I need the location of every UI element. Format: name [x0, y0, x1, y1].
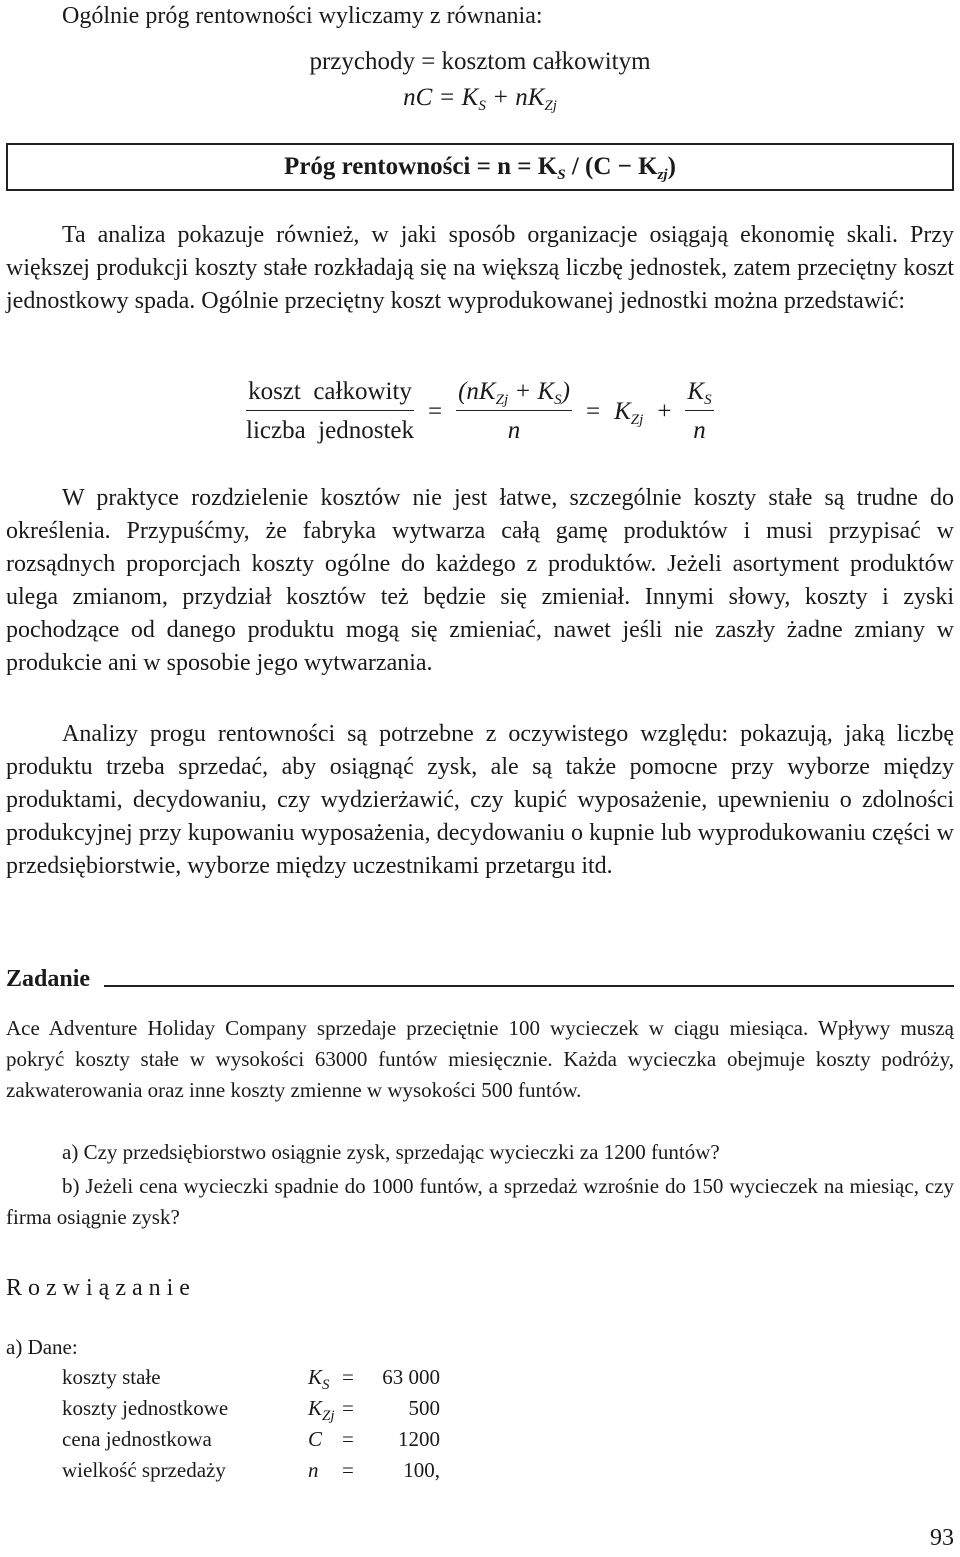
row-label: koszty stałe [62, 1365, 161, 1389]
row-sub: S [322, 1377, 330, 1393]
question-b: b) Jeżeli cena wycieczki spadnie do 1000 funtów, a sprzedaż wzrośnie do 150 wycieczek na miesiąc, czy firma osiągnie zysk? [6, 1174, 954, 1229]
eq2-part-b: + nK [485, 84, 545, 111]
rozwiazanie-heading: Rozwiązanie [6, 1275, 196, 1301]
fraction-numerator: koszt całkowity [246, 378, 414, 411]
eq2-sub-zj: Zj [544, 98, 557, 114]
eq2-sub-s: S [478, 98, 486, 114]
fraction-nkzj-denominator: n [507, 417, 521, 444]
fraction-denominator: liczba jednostek [246, 417, 414, 444]
row-sym: K [308, 1396, 323, 1420]
paragraph-break-even-analysis: Analizy progu rentowności są potrzebne z oczywistego względu: pokazują, jaką liczbę produktu trzeba sprzedać, aby osiągnąć zysk, ale są także pomocne przy wyborze między produktami, decydowaniu, czy wydzierżawić, czy kupić wyposażenie, upewnieniu o zdolności produkcyjnej przy kupowaniu wyposażenia, decydowaniu o kupnie lub wyprodukowaniu części w przedsiębiorstwie, wyborze między uczestnikami przetargu itd. [6, 721, 954, 879]
fraction-nkzj [456, 378, 572, 445]
kzj-k: K [614, 397, 631, 425]
kzj-term [614, 398, 643, 426]
table-row [62, 1455, 440, 1486]
equals-sign: = [428, 397, 443, 425]
dane-table [62, 1362, 440, 1486]
fraction-ks-denominator: n [693, 417, 706, 444]
f2-sub-zj: Zj [495, 392, 509, 408]
zadanie-title: Zadanie [6, 966, 91, 992]
equation-nc [6, 84, 954, 112]
f2-sub-s: S [554, 392, 562, 408]
row-label: koszty jednostkowe [62, 1396, 229, 1420]
f3-sub-s: S [704, 392, 712, 408]
row-sym: K [308, 1365, 323, 1389]
equation-revenue-text: przychody = kosztom całkowitym [309, 48, 651, 75]
row-eq: = [342, 1365, 354, 1389]
fraction-ks-numerator [685, 378, 713, 411]
paragraph-economies-of-scale: Ta analiza pokazuje również, w jaki sposób organizacje osiągają ekonomię skali. Przy większej produkcji koszty stałe rozkładają się na większą liczbę jednostek, zatem przeciętny koszt jednostkowy spada. Ogólnie przeciętny koszt wyprodukowanej jednostki można przedstawić: [6, 222, 954, 314]
table-row [62, 1362, 440, 1393]
fraction-nkzj-numerator [456, 378, 572, 411]
f2-c: ) [561, 378, 570, 405]
plus-sign: + [657, 397, 672, 425]
row-symbol [308, 1455, 342, 1486]
heading-rule [104, 985, 954, 987]
intro-text: Ogólnie próg rentowności wyliczamy z równania: [62, 3, 543, 29]
dane-label: a) Dane: [6, 1335, 78, 1359]
fraction-ks-n [685, 378, 713, 445]
row-value: 100, [403, 1458, 440, 1482]
eq2-part-a: nC = K [403, 84, 479, 111]
row-value: 63 000 [382, 1365, 440, 1389]
f3-k: K [687, 378, 705, 405]
paragraph-cost-allocation: W praktyce rozdzielenie kosztów nie jest łatwe, szczególnie koszty stałe są trudne do określenia. Przypuśćmy, że fabryka wytwarza całą gamę produktów i musi przypisać w rozsądnych proporcjach koszty ogólne do każdego z produktów. Jeżeli asortyment produktów ulega zmianom, przydział kosztów też będzie się zmieniał. Innymi słowy, koszty i zyski pochodzące od danego produktu mogą się zmieniać, nawet jeśli nie zaszły żadne zmiany w produkcie ani w sposobie jego wytwarzania. [6, 485, 954, 676]
f2-a: (nK [458, 378, 496, 405]
row-value: 500 [408, 1396, 440, 1420]
box-part-a: Próg rentowności = n = K [284, 153, 558, 180]
zadanie-text: Ace Adventure Holiday Company sprzedaje przeciętnie 100 wycieczek w ciągu miesiąca. Wpływy muszą pokryć koszty stałe w wysokości 63000 funtów miesięcznie. Każda wycieczka obejmuje koszty podróży, zakwaterowania oraz inne koszty zmienne w wysokości 500 funtów. [6, 1016, 954, 1102]
row-label: cena jednostkowa [62, 1427, 212, 1451]
break-even-formula-box [6, 143, 954, 191]
box-sub-s: S [557, 167, 566, 183]
table-row [62, 1424, 440, 1455]
kzj-sub: Zj [630, 411, 644, 428]
row-sub: Zj [322, 1408, 335, 1424]
f2-b: + K [508, 378, 555, 405]
box-part-c: ) [667, 153, 676, 180]
row-sym: C [308, 1427, 323, 1451]
zadanie-heading [6, 966, 954, 993]
row-eq: = [342, 1458, 354, 1482]
table-row [62, 1393, 440, 1424]
row-symbol [308, 1393, 342, 1424]
equation-revenue [6, 48, 954, 76]
average-cost-formula [246, 378, 714, 445]
row-symbol [308, 1362, 342, 1393]
equals-sign-2: = [586, 397, 601, 425]
row-symbol [308, 1424, 342, 1455]
box-part-b: / (C − K [565, 153, 658, 180]
question-a: a) Czy przedsiębiorstwo osiągnie zysk, sprzedając wycieczki za 1200 funtów? [62, 1140, 720, 1164]
row-value: 1200 [398, 1427, 440, 1451]
box-sub-zj: zj [657, 167, 668, 183]
row-sym: n [308, 1458, 319, 1482]
page-number: 93 [930, 1525, 954, 1551]
fraction-total-cost [246, 378, 414, 445]
row-label: wielkość sprzedaży [62, 1458, 226, 1482]
row-eq: = [342, 1396, 354, 1420]
row-eq: = [342, 1427, 354, 1451]
